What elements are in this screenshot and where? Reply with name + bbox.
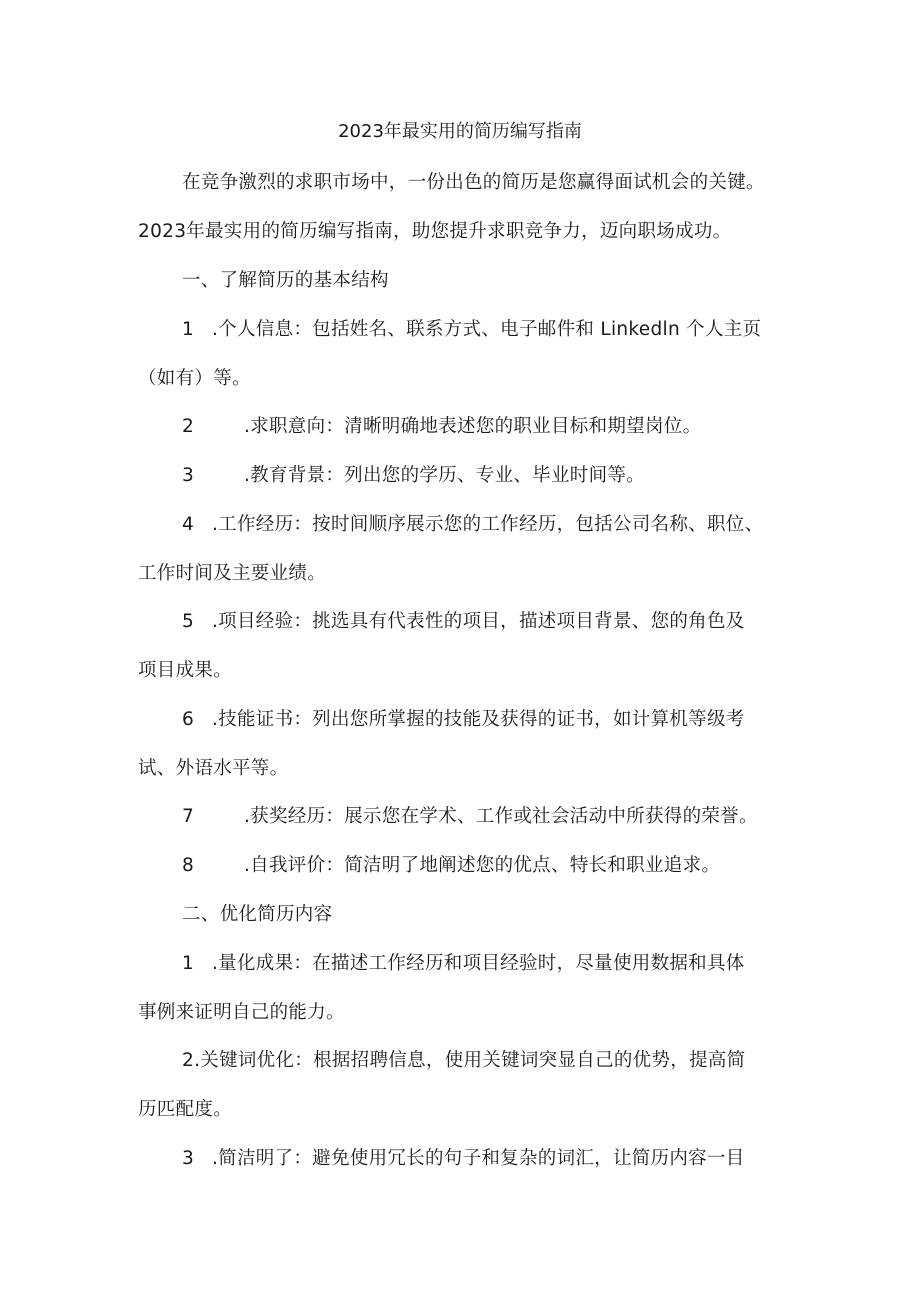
item-number: 8 (182, 855, 195, 876)
list-item (182, 1047, 745, 1075)
item-number: 4 (182, 514, 195, 535)
item-text: .个人信息：包括姓名、联系方式、电子邮件和 Linkedln 个人主页 (212, 319, 762, 340)
item-text: .获奖经历：展示您在学术、工作或社会活动中所获得的荣誉。 (244, 806, 758, 827)
list-item (182, 852, 720, 880)
item-number: 2. (182, 1050, 201, 1071)
list-item (182, 462, 645, 490)
list-item-continuation: 事例来证明自己的能力。 (138, 1002, 345, 1023)
item-text: .教育背景：列出您的学历、专业、毕业时间等。 (244, 465, 645, 486)
list-item (182, 413, 701, 441)
list-item (182, 511, 763, 539)
item-number: 7 (182, 806, 195, 827)
list-item (182, 316, 761, 344)
section-1-heading: 一、了解简历的基本结构 (182, 270, 389, 291)
item-number: 1 (182, 953, 195, 974)
item-text: .技能证书：列出您所掌握的技能及获得的证书，如计算机等级考 (212, 709, 745, 730)
list-item (182, 608, 745, 636)
item-number: 3 (182, 465, 195, 486)
item-number: 6 (182, 709, 195, 730)
item-text: .项目经验：挑选具有代表性的项目，描述项目背景、您的角色及 (212, 611, 745, 632)
list-item-continuation: 工作时间及主要业绩。 (138, 563, 327, 584)
document-title: 2023年最实用的简历编写指南 (338, 121, 582, 142)
item-text: .自我评价：简洁明了地阐述您的优点、特长和职业追求。 (244, 855, 721, 876)
intro-line-2: 2023年最实用的简历编写指南，助您提升求职竞争力，迈向职场成功。 (138, 221, 732, 242)
item-text: 关键词优化：根据招聘信息，使用关键词突显自己的优势，提高简 (200, 1050, 746, 1071)
item-number: 1 (182, 319, 195, 340)
item-number: 2 (182, 416, 195, 437)
list-item-continuation: 试、外语水平等。 (138, 758, 289, 779)
list-item-continuation: 项目成果。 (138, 660, 233, 681)
item-text: .量化成果：在描述工作经历和项目经验时，尽量使用数据和具体 (212, 953, 745, 974)
item-text: .工作经历：按时间顺序展示您的工作经历，包括公司名称、职位、 (212, 514, 764, 535)
list-item-continuation: （如有）等。 (138, 368, 251, 389)
item-text: .求职意向：清晰明确地表述您的职业目标和期望岗位。 (244, 416, 702, 437)
list-item (182, 706, 745, 734)
list-item (182, 950, 745, 978)
item-number: 5 (182, 611, 195, 632)
list-item (182, 803, 758, 831)
section-2-heading: 二、优化简历内容 (182, 904, 333, 925)
list-item-continuation: 历匹配度。 (138, 1099, 233, 1120)
list-item (182, 1145, 745, 1173)
item-number: 3 (182, 1148, 195, 1169)
item-text: .简洁明了：避免使用冗长的句子和复杂的词汇，让简历内容一目 (212, 1148, 745, 1169)
intro-line-1: 在竞争激烈的求职市场中，一份出色的简历是您赢得面试机会的关键。 (182, 172, 765, 193)
